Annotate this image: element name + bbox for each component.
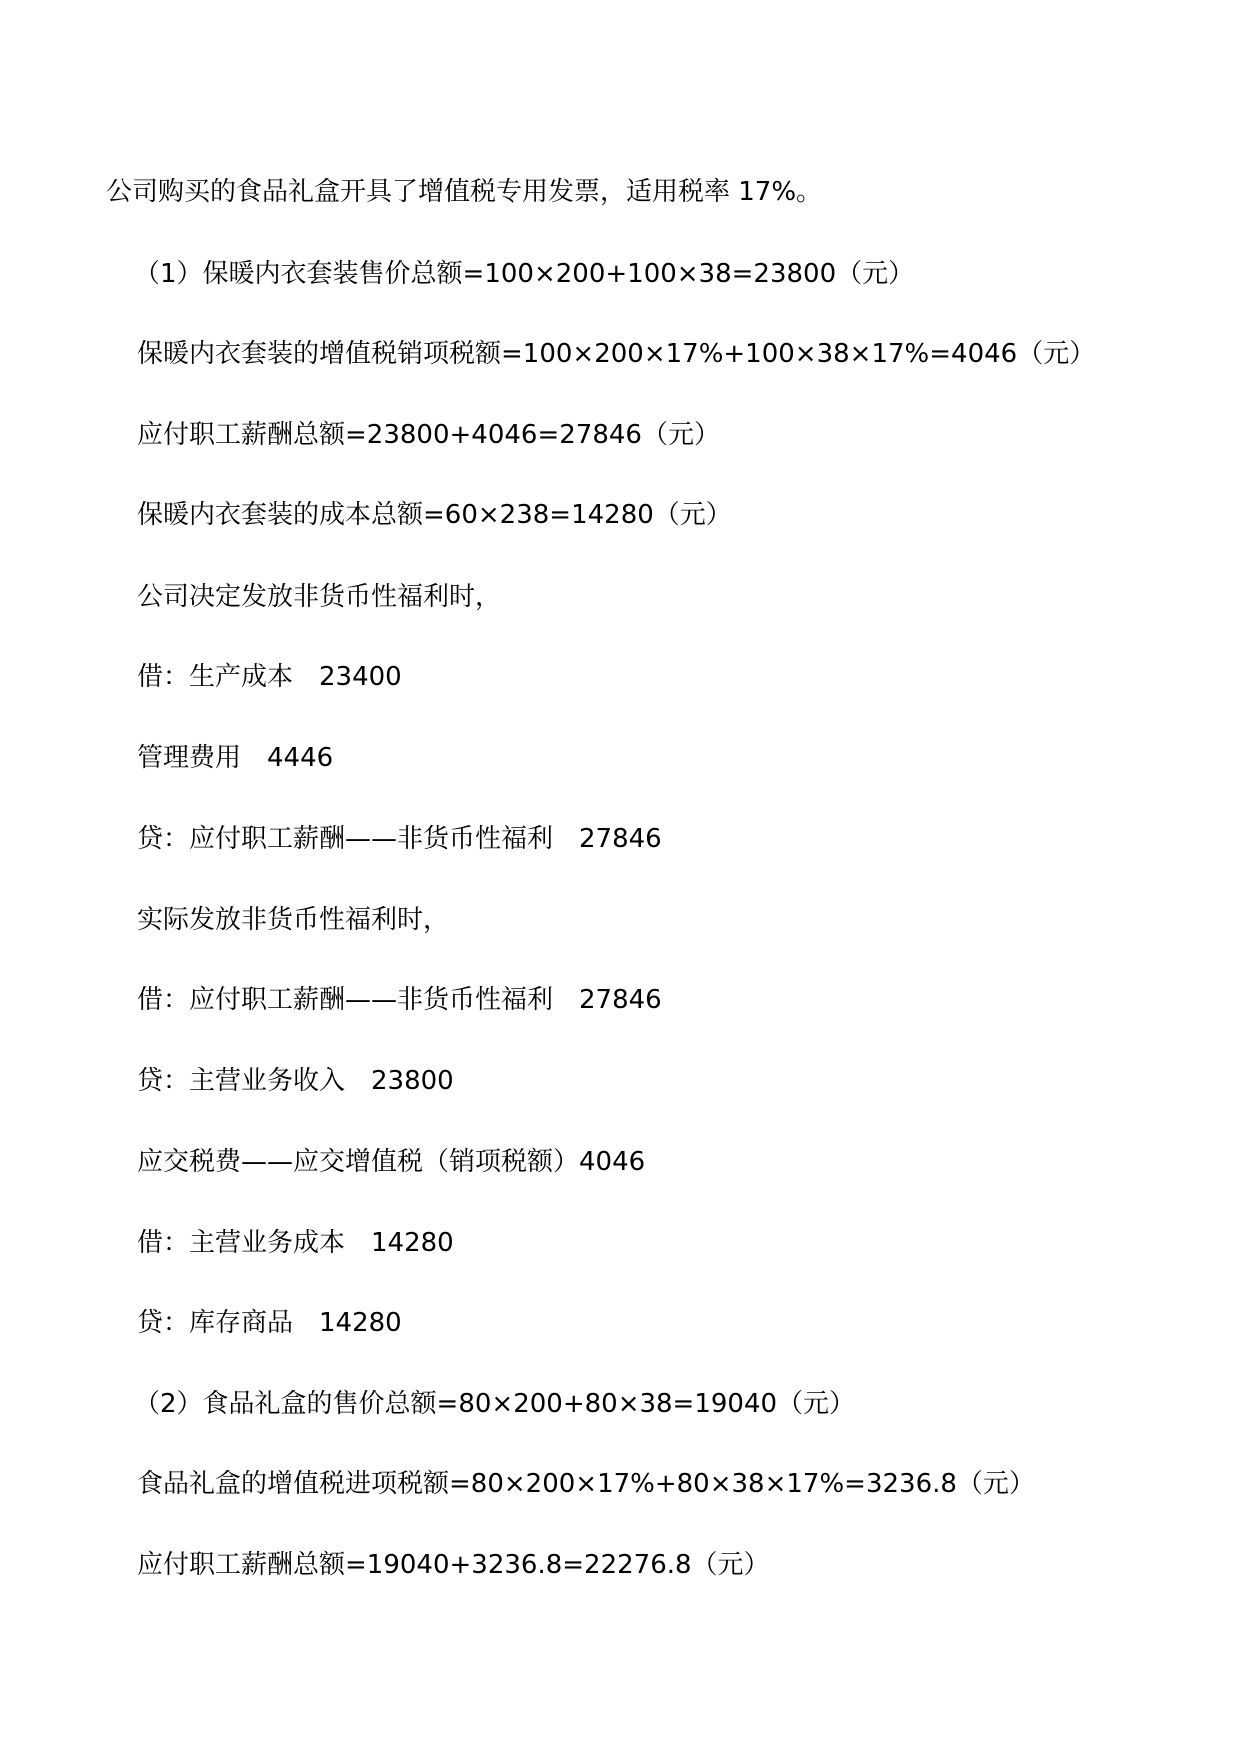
paragraph-line: （1）保暖内衣套装售价总额=100×200+100×38=23800（元）: [134, 259, 915, 289]
journal-entry-line: 贷：应付职工薪酬——非货币性福利 27846: [137, 824, 662, 854]
paragraph-line: （2）食品礼盒的售价总额=80×200+80×38=19040（元）: [134, 1389, 856, 1419]
journal-entry-line: 管理费用 4446: [137, 743, 334, 773]
paragraph-line: 公司决定发放非货币性福利时，: [137, 582, 502, 612]
paragraph-line: 食品礼盒的增值税进项税额=80×200×17%+80×38×17%=3236.8（元）: [137, 1469, 1035, 1499]
journal-entry-line: 应交税费——应交增值税（销项税额）4046: [137, 1147, 646, 1177]
paragraph-line: 应付职工薪酬总额=19040+3236.8=22276.8（元）: [137, 1550, 770, 1580]
paragraph-line: 保暖内衣套装的增值税销项税额=100×200×17%+100×38×17%=4046（元）: [137, 339, 1096, 369]
journal-entry-line: 借：生产成本 23400: [137, 662, 402, 692]
paragraph-line: 保暖内衣套装的成本总额=60×238=14280（元）: [137, 500, 732, 530]
journal-entry-line: 贷：主营业务收入 23800: [137, 1066, 454, 1096]
paragraph-line: 公司购买的食品礼盒开具了增值税专用发票，适用税率 17%。: [106, 177, 823, 207]
paragraph-line: 应付职工薪酬总额=23800+4046=27846（元）: [137, 420, 720, 450]
journal-entry-line: 借：应付职工薪酬——非货币性福利 27846: [137, 985, 662, 1015]
paragraph-line: 实际发放非货币性福利时，: [137, 905, 450, 935]
journal-entry-line: 贷：库存商品 14280: [137, 1308, 402, 1338]
journal-entry-line: 借：主营业务成本 14280: [137, 1228, 454, 1258]
